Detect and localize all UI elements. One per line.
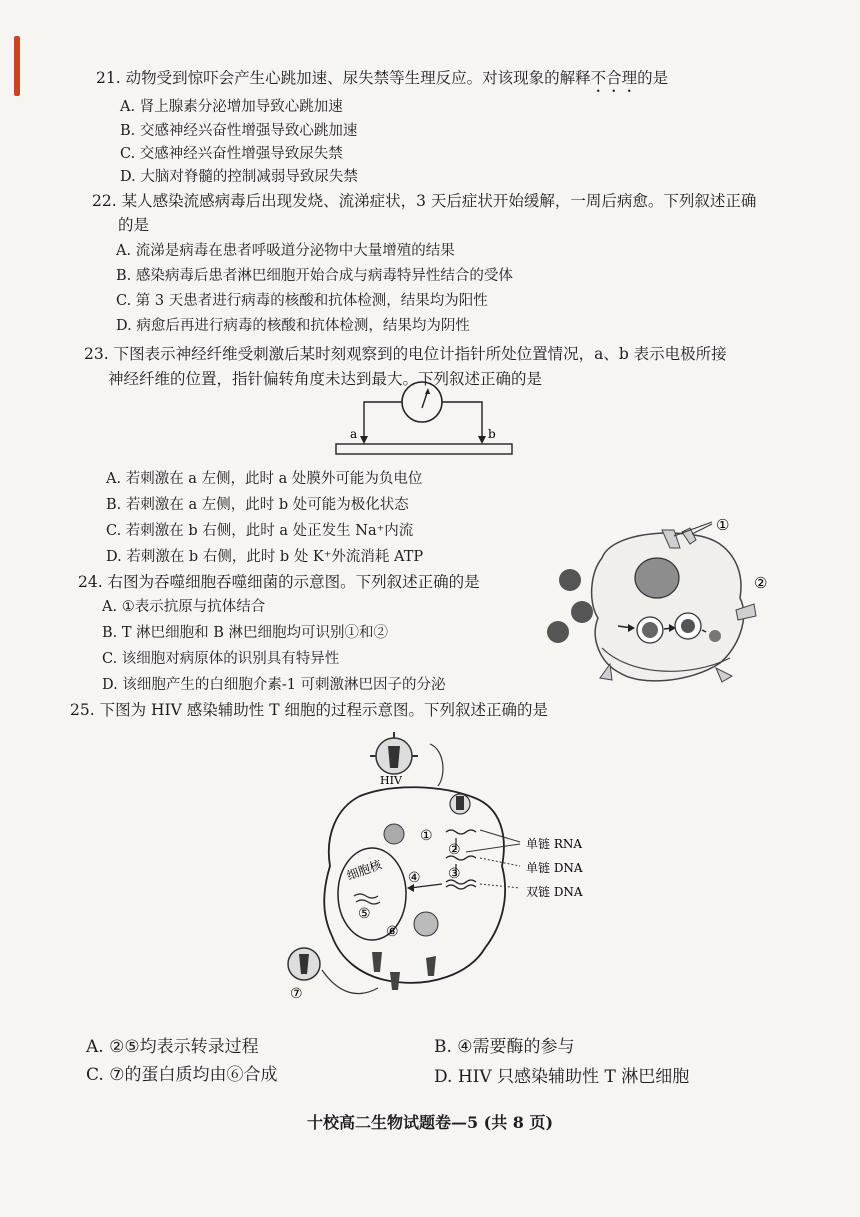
step-label-3: ③ bbox=[448, 866, 461, 882]
nerve-fiber bbox=[336, 444, 512, 454]
q21-option-a: A. 肾上腺素分泌增加导致心跳加速 bbox=[120, 99, 343, 115]
q25-option-b: B. ④需要酶的参与 bbox=[434, 1037, 575, 1057]
hiv-label: HIV bbox=[380, 774, 402, 787]
q21-stem bbox=[96, 66, 668, 96]
electrode-b-label: b bbox=[488, 427, 496, 441]
q25-option-a: A. ②⑤均表示转录过程 bbox=[86, 1037, 259, 1057]
step-label-2: ② bbox=[448, 842, 461, 858]
q21-stem-end: 的是 bbox=[637, 69, 669, 87]
phagocyte-nucleus bbox=[635, 558, 679, 598]
q24-stem: 24. 右图为吞噬细胞吞噬细菌的示意图。下列叙述正确的是 bbox=[78, 573, 480, 591]
ssrna-strand bbox=[446, 830, 476, 834]
hiv-virion-docking-core bbox=[456, 796, 464, 810]
q24-option-d: D. 该细胞产生的白细胞介素-1 可刺激淋巴因子的分泌 bbox=[102, 677, 446, 693]
q22-option-c: C. 第 3 天患者进行病毒的核酸和抗体检测，结果均为阳性 bbox=[116, 293, 488, 309]
capsid-2 bbox=[426, 956, 436, 976]
legend-line-dsdna bbox=[480, 884, 520, 888]
q21-option-c: C. 交感神经兴奋性增强导致尿失禁 bbox=[120, 146, 343, 162]
legend-ssdna: 单链 DNA bbox=[526, 861, 583, 875]
hiv-virion-top-core bbox=[388, 746, 400, 768]
needle-arrow-icon bbox=[425, 388, 430, 394]
capsid-1 bbox=[372, 952, 382, 972]
legend-ssrna: 单链 RNA bbox=[526, 837, 583, 851]
label-2: ② bbox=[754, 574, 768, 592]
phagosome-bacteria-1 bbox=[642, 622, 658, 638]
q21-stem-text: 21. 动物受到惊吓会产生心跳加速、尿失禁等生理反应。对该现象的解释 bbox=[96, 69, 591, 87]
q23-option-c: C. 若刺激在 b 右侧，此时 a 处正发生 Na⁺内流 bbox=[106, 523, 414, 539]
page-edge-mark bbox=[14, 36, 20, 96]
legend-line-ssdna bbox=[480, 858, 520, 866]
step-label-7: ⑦ bbox=[290, 986, 303, 1002]
label-1: ① bbox=[716, 516, 730, 534]
wire-right bbox=[442, 402, 482, 440]
q23-option-d: D. 若刺激在 b 右侧，此时 b 处 K⁺外流消耗 ATP bbox=[106, 549, 424, 565]
nucleus-label: 细胞核 bbox=[344, 857, 384, 883]
receptor-bottom-left bbox=[600, 664, 612, 680]
q25-option-c: C. ⑦的蛋白质均由⑥合成 bbox=[86, 1065, 278, 1085]
phagosome-3 bbox=[709, 630, 721, 642]
receptor-bottom-right bbox=[716, 668, 732, 682]
nucleus-dna-1 bbox=[354, 894, 378, 898]
q22-option-b: B. 感染病毒后患者淋巴细胞开始合成与病毒特异性结合的受体 bbox=[116, 268, 513, 284]
page-footer: 十校高二生物试题卷—5 (共 8 页) bbox=[306, 1113, 554, 1132]
phagocyte-cell-body bbox=[592, 533, 744, 681]
ribosome-cluster bbox=[414, 912, 438, 936]
q22-stem-line1: 22. 某人感染流感病毒后出现发烧、流涕症状，3 天后症状开始缓解，一周后病愈。下列叙述正确 bbox=[92, 192, 757, 210]
bacteria-cluster-2 bbox=[571, 601, 593, 623]
q25-option-d: D. HIV 只感染辅助性 T 淋巴细胞 bbox=[434, 1067, 690, 1087]
q25-stem: 25. 下图为 HIV 感染辅助性 T 细胞的过程示意图。下列叙述正确的是 bbox=[70, 701, 548, 719]
q22-option-a: A. 流涕是病毒在患者呼吸道分泌物中大量增殖的结果 bbox=[116, 243, 455, 259]
q21-emphasis: 不合理 bbox=[590, 69, 638, 87]
wire-left bbox=[364, 402, 402, 440]
q22-option-d: D. 病愈后再进行病毒的核酸和抗体检测，结果均为阴性 bbox=[116, 318, 470, 334]
legend-line-rna-b bbox=[466, 844, 520, 852]
q23-option-a: A. 若刺激在 a 左侧，此时 a 处膜外可能为负电位 bbox=[106, 471, 423, 487]
q24-option-b: B. T 淋巴细胞和 B 淋巴细胞均可识别①和② bbox=[102, 625, 389, 641]
hiv-entry-path bbox=[430, 744, 443, 786]
step-label-4: ④ bbox=[408, 870, 421, 886]
bacteria-cluster-1 bbox=[559, 569, 581, 591]
q24-option-c: C. 该细胞对病原体的识别具有特异性 bbox=[102, 651, 340, 667]
electrode-a-arrow-icon bbox=[360, 436, 368, 444]
q24-option-a: A. ①表示抗原与抗体结合 bbox=[102, 599, 266, 615]
q23-stem-line1: 23. 下图表示神经纤维受刺激后某时刻观察到的电位计指针所处位置情况，a、b 表示电极所接 bbox=[84, 345, 727, 363]
legend-dsdna: 双链 DNA bbox=[526, 885, 583, 899]
q22-stem-line2: 的是 bbox=[118, 216, 150, 234]
capsid-3 bbox=[390, 972, 400, 990]
hiv-infection-diagram bbox=[270, 726, 610, 1016]
bacteria-cluster-3 bbox=[547, 621, 569, 643]
q23-option-b: B. 若刺激在 a 左侧，此时 b 处可能为极化状态 bbox=[106, 497, 409, 513]
galvanometer-dial bbox=[402, 382, 442, 422]
dsdna-strand-2 bbox=[446, 885, 476, 889]
electrode-a-label: a bbox=[350, 427, 358, 441]
legend-line-rna-a bbox=[480, 830, 520, 842]
step-label-1: ① bbox=[420, 828, 433, 844]
galvanometer-diagram bbox=[330, 380, 520, 460]
electrode-b-arrow-icon bbox=[478, 436, 486, 444]
uncoating-particle bbox=[384, 824, 404, 844]
step-label-6: ⑥ bbox=[386, 924, 399, 940]
q23-stem-line2: 神经纤维的位置，指针偏转角度未达到最大。下列叙述正确的是 bbox=[108, 370, 543, 388]
phagosome-bacteria-2 bbox=[681, 619, 695, 633]
phagocyte-diagram bbox=[540, 508, 790, 698]
nucleus-dna-2 bbox=[356, 900, 380, 904]
step-label-5: ⑤ bbox=[358, 906, 371, 922]
q21-option-d: D. 大脑对脊髓的控制减弱导致尿失禁 bbox=[120, 169, 358, 185]
q21-option-b: B. 交感神经兴奋性增强导致心跳加速 bbox=[120, 123, 358, 139]
budding-path bbox=[322, 970, 378, 994]
